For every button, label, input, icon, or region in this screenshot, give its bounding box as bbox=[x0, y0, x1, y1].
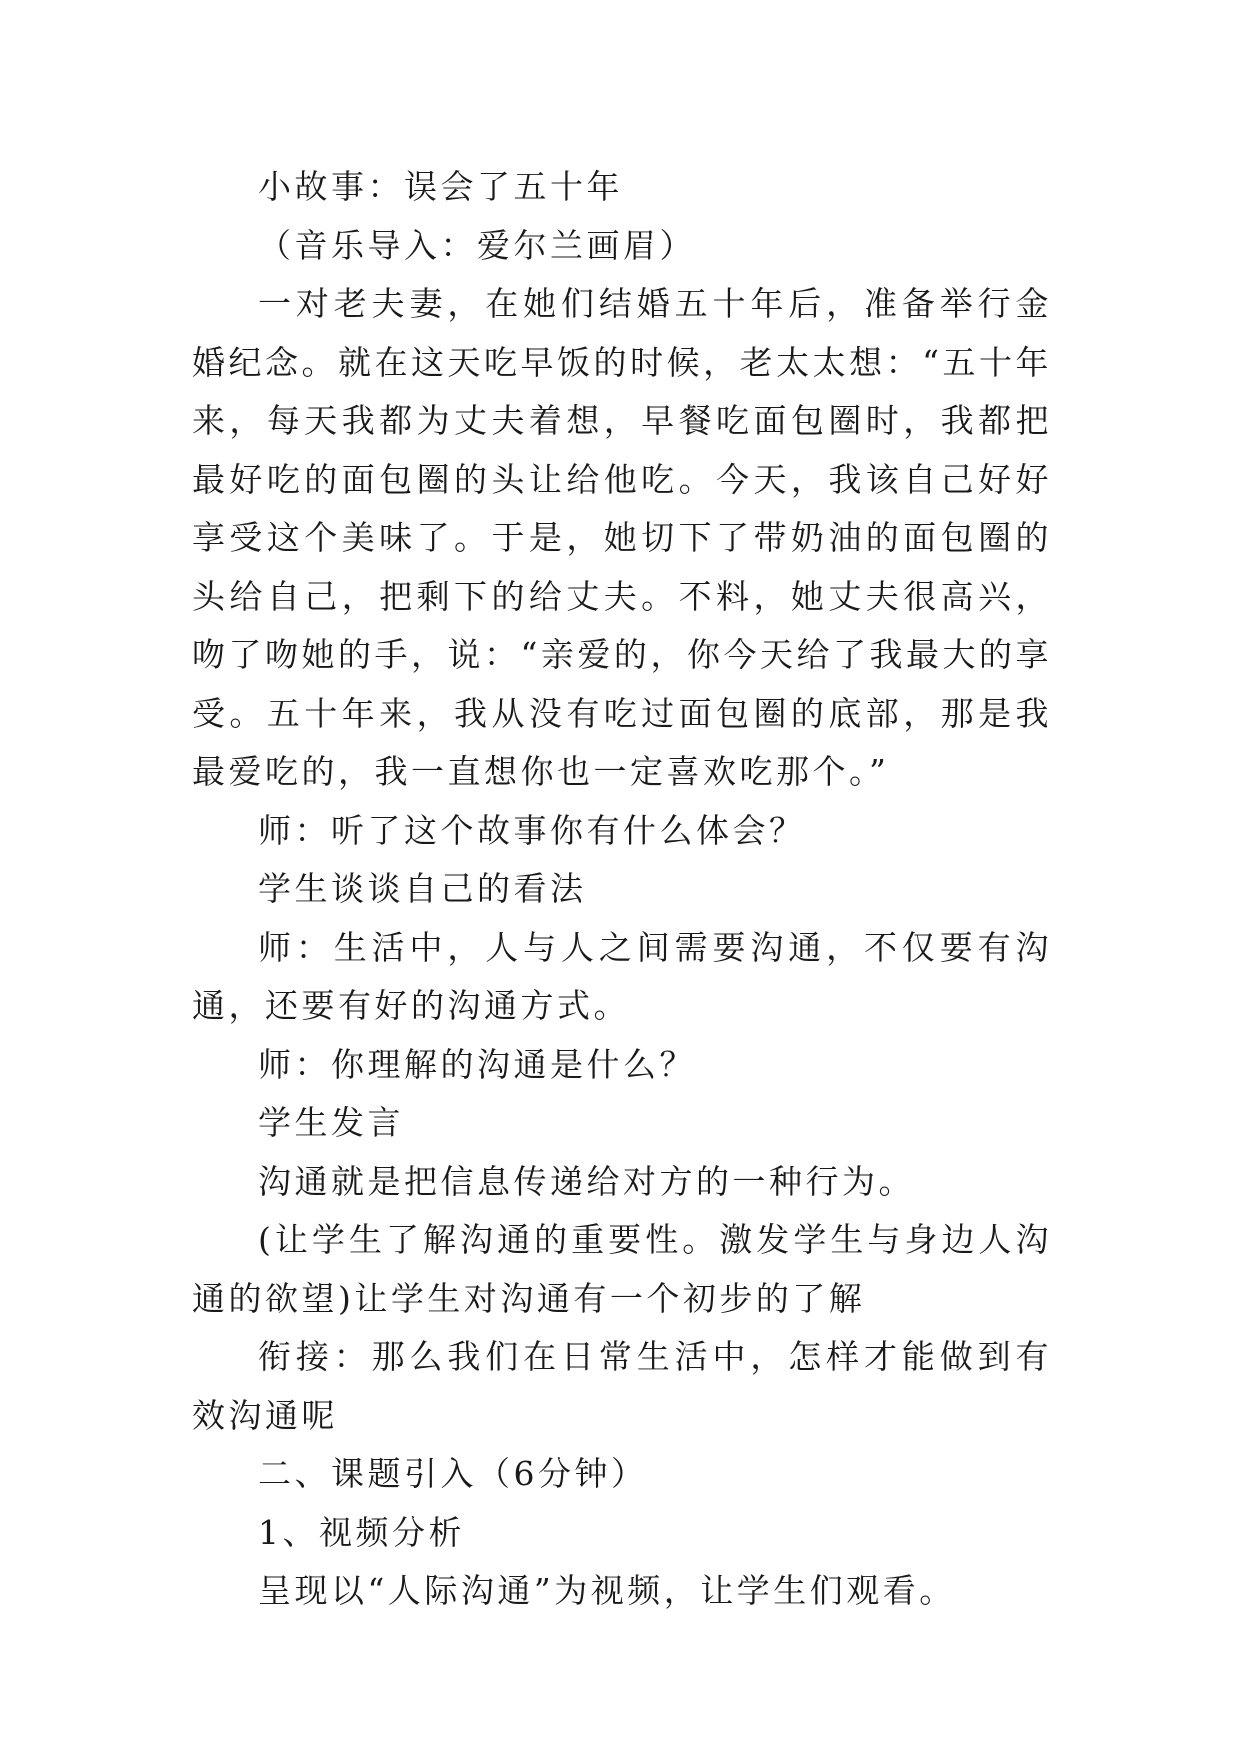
student-speech: 学生发言 bbox=[258, 1103, 404, 1142]
goal-paragraph: (让学生了解沟通的重要性。激发学生与身边人沟通的欲望)让学生对沟通有一个初步的了解 bbox=[192, 1220, 1052, 1318]
definition-paragraph: 沟通就是把信息传递给对方的一种行为。 bbox=[258, 1161, 915, 1201]
teacher-statement: 师：生活中，人与人之间需要沟通，不仅要有沟通，还要有好的沟通方式。 bbox=[192, 927, 1052, 1025]
music-intro: （音乐导入：爱尔兰画眉） bbox=[258, 225, 696, 265]
subsection-heading: 1、视频分析 bbox=[258, 1512, 465, 1552]
video-paragraph: 呈现以“人际沟通”为视频，让学生们观看。 bbox=[258, 1571, 956, 1610]
section-heading: 二、课题引入（6分钟） bbox=[258, 1454, 648, 1493]
teacher-question: 师：听了这个故事你有什么体会？ bbox=[258, 810, 806, 850]
teacher-question-2: 师：你理解的沟通是什么？ bbox=[258, 1044, 696, 1084]
student-response: 学生谈谈自己的看法 bbox=[258, 869, 587, 908]
document-body bbox=[192, 158, 1052, 1621]
transition-paragraph: 衔接：那么我们在日常生活中，怎样才能做到有效沟通呢 bbox=[192, 1337, 1052, 1435]
story-paragraph: 一对老夫妻，在她们结婚五十年后，准备举行金婚纪念。就在这天吃早饭的时候，老太太想：“五十年来，每天我都为丈夫着想，早餐吃面包圈时，我都把最好吃的面包圈的头让给他吃。今天，我该自己好好享受这个美味了。于是，她切下了带奶油的面包圈的头给自己，把剩下的给丈夫。不料，她丈夫很高兴，吻了吻她的手，说：“亲爱的，你今天给了我最大的享受。五十年来，我从没有吃过面包圈的底部，那是我最爱吃的，我一直想你也一定喜欢吃那个。” bbox=[192, 284, 1052, 791]
story-title: 小故事：误会了五十年 bbox=[258, 167, 623, 206]
